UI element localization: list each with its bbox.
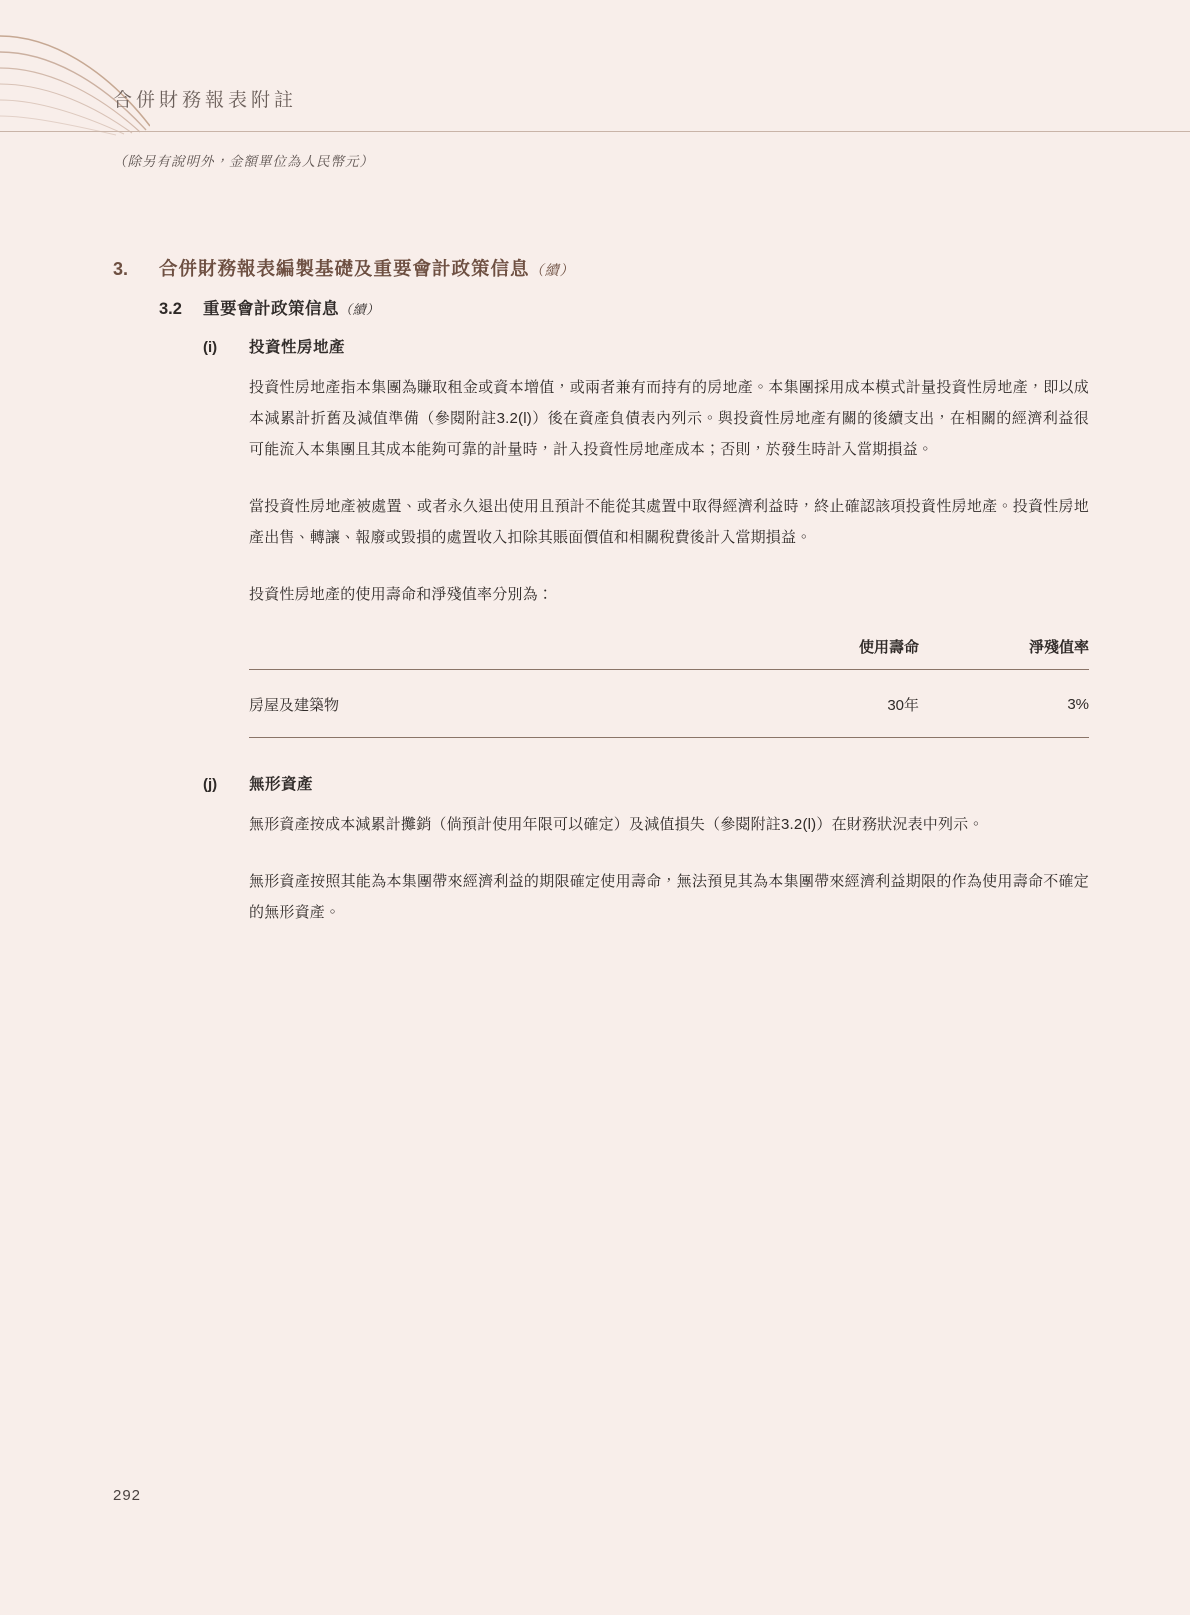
subsection-title-j: 無形資產 [249,776,314,793]
table-cell-useful-life: 30年 [887,697,919,714]
section-heading-level1 [113,255,1190,281]
subsection-title-i: 投資性房地產 [249,339,346,356]
paragraph-i-2: 當投資性房地產被處置、或者永久退出使用且預計不能從其處置中取得經濟利益時，終止確認該項投資性房地產。投資性房地產出售、轉讓、報廢或毀損的處置收入扣除其賬面價值和相關稅費後計入當期損益。 [249,498,1089,546]
table-head [249,636,1089,670]
subsection-marker-i: (i) [203,339,218,356]
section-title-3-2-text: 重要會計政策信息 [203,300,339,318]
paragraph-j-1: 無形資產按成本減累計攤銷（倘預計使用年限可以確定）及減值損失（參閱附註3.2(l)）在財務狀況表中列示。 [249,816,984,833]
table-header-useful-life: 使用壽命 [858,639,919,656]
section-title-3-text: 合併財務報表編製基礎及重要會計政策信息 [159,258,530,279]
table-cell-residual-rate: 3% [1067,696,1089,713]
table-header-residual-rate: 淨殘值率 [1028,639,1089,656]
paragraph-j-2: 無形資產按照其能為本集團帶來經濟利益的期限確定使用壽命，無法預見其為本集團帶來經濟利益期限的作為使用壽命不確定的無形資產。 [249,873,1089,921]
section-title-3 [159,255,575,281]
section-3-2-continued: （續） [339,302,380,317]
section-number-3: 3. [113,259,129,279]
subsection-heading-i [203,335,1190,357]
table-header-lead [249,636,709,670]
document-body [0,255,1190,954]
table-cell-asset-name: 房屋及建築物 [249,697,340,714]
currency-note: （除另有說明外，金額單位為人民幣元） [113,154,374,169]
subsection-marker-j: (j) [203,776,218,793]
page-number: 292 [113,1487,142,1504]
paragraph-i-1: 投資性房地產指本集團為賺取租金或資本增值，或兩者兼有而持有的房地產。本集團採用成本模式計量投資性房地產，即以成本減累計折舊及減值準備（參閱附註3.2(l)）後在資產負債表內列示。與投資性房地產有關的後續支出，在相關的經濟利益很可能流入本集團且其成本能夠可靠的計量時，計入投資性房地產成本；否則，於發生時計入當期損益。 [249,379,1089,458]
table-header-row [249,636,1089,670]
section-title-3-2 [203,295,380,319]
header-divider [0,131,1190,132]
section-heading-level2 [159,295,1190,319]
table-body [249,670,1089,738]
page-header [0,0,1190,169]
section-3-continued: （續） [529,262,575,278]
page-title: 合併財務報表附註 [113,89,298,111]
section-number-3-2: 3.2 [159,300,182,318]
subsection-heading-j [203,772,1190,794]
useful-life-table-wrapper [249,636,1089,738]
table-row [249,670,1089,738]
useful-life-table [249,636,1089,738]
paragraph-i-3: 投資性房地產的使用壽命和淨殘值率分別為： [249,586,554,603]
